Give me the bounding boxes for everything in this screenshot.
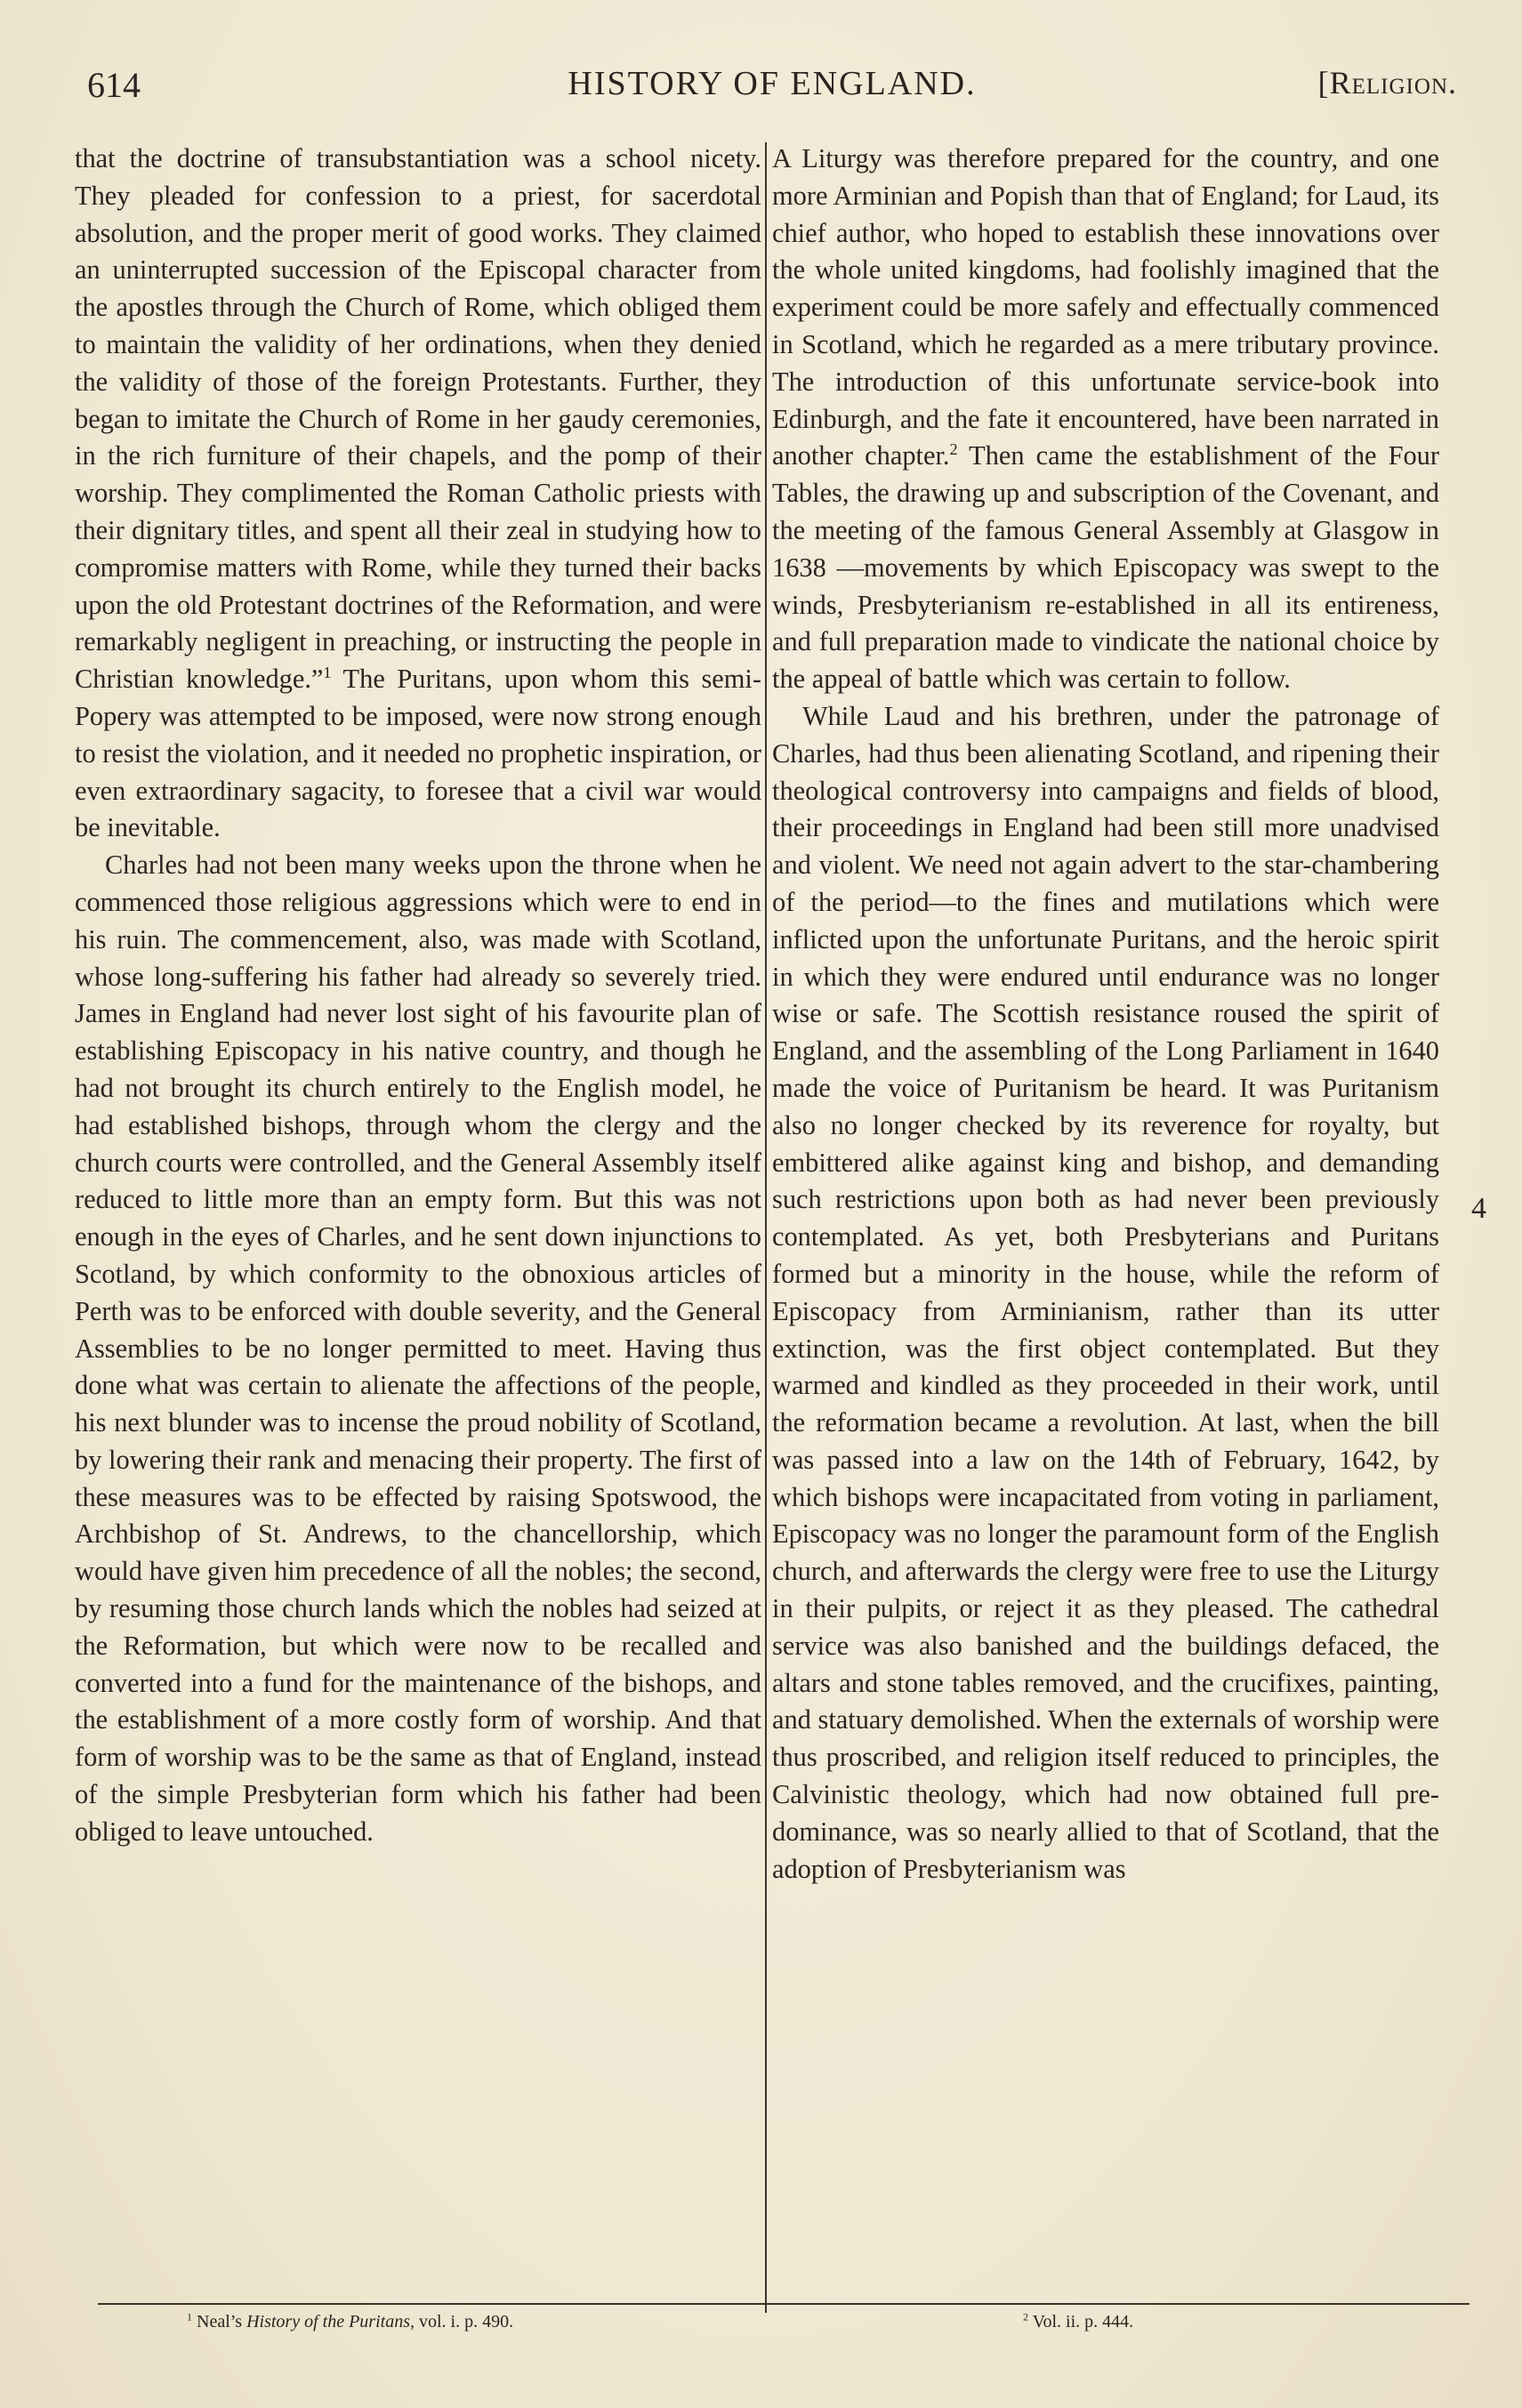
- right-paragraph-1-end: Then came the establishment of the Four Tables, the drawing up and subscription of the Covenant, and the meeting of the famous General Assembly at Glasgow in 1638 —movements by which Episcopacy was swept to the winds, Presbyterianism re-established in all its entireness, and full preparation made to vindicate the national choice by the appeal of battle which was certain to follow.: [772, 440, 1439, 695]
- left-paragraph-2: Charles had not been many weeks upon the throne when he commenced those religious aggressions which were to end in his ruin. The commencement, also, was made with Scotland, whose long-suffering his father had already so severely tried. James in England had never lost sight of his favourite plan of establishing Episcopacy in his native country, and though he had not brought its church entirely to the English model, he had established bishops, through whom the clergy and the church courts were controlled, and the General Assembly itself reduced to little more than an empty form. But this was not enough in the eyes of Charles, and he sent down injunctions to Scotland, by which conformity to the obnoxious articles of Perth was to be enforced with double severity, and the General Assemblies to be no longer permitted to meet. Having thus done what was certain to alienate the affections of the people, his next blunder was to incense the proud nobility of Scotland, by lowering their rank and menacing their property. The first of these measures was to be effected by raising Spotswood, the Archbishop of St. Andrews, to the chancellorship, which would have given him precedence of all the nobles; the second, by resuming those church lands which the nobles had seized at the Reformation, but which were now to be recalled and converted into a fund for the maintenance of the bishops, and the establishment of a more costly form of worship. And that form of worship was to be the same as that of England, instead of the simple Presbyterian form which his father had been obliged to leave untouched.: [75, 850, 761, 1847]
- right-paragraph-1-text: A Liturgy was therefore prepared for the country, and one more Arminian and Popish than that of England; for Laud, its chief author, who hoped to establish these innovations over the whole united kingdoms, had foolishly imagined that the experiment could be more safely and effectually commenced in Scotland, which he regarded as a mere tributary province. The introduction of this unfortunate service-book into Edinburgh, and the fate it encountered, have been narrated in another chapter.: [772, 143, 1439, 471]
- right-column: [772, 141, 1439, 2293]
- page-header: [87, 64, 1457, 117]
- footnote-2-text: Vol. ii. p. 444.: [1028, 2312, 1134, 2331]
- section-label: [Religion.: [1317, 65, 1457, 101]
- footnote-rule-left: [98, 2303, 765, 2305]
- footnote-marker-2: 2: [949, 440, 958, 459]
- footnote-marker-1: 1: [323, 664, 332, 682]
- right-paragraph-2: While Laud and his brethren, under the patronage of Charles, had thus been alienating Scotland, and ripening their theological controversy into campaigns and fields of blood, their proceedings in England had been still more unadvised and violent. We need not again advert to the star-chambering of the period—to the fines and mutilations which were inflicted upon the unfortunate Puritans, and the heroic spirit in which they were endured until endurance was no longer wise or safe. The Scottish resistance roused the spirit of England, and the assembling of the Long Parliament in 1640 made the voice of Puritanism be heard. It was Puritanism also no longer checked by its reverence for royalty, but embittered alike against king and bishop, and demanding such restrictions upon both as had never been previously contemplated. As yet, both Presbyterians and Puritans formed but a minority in the house, while the reform of Episcopacy from Arminianism, rather than its utter extinction, was the first object contemplated. But they warmed and kindled as they proceeded in their work, until the reformation became a revolution. At last, when the bill was passed into a law on the 14th of February, 1642, by which bishops were incapacitated from voting in parliament, Episcopacy was no longer the paramount form of the English church, and afterwards the clergy were free to use the Liturgy in their pulpits, or reject it as they pleased. The cathedral service was also banished and the buildings defaced, the altars and stone tables removed, and the crucifixes, painting, and statuary demolished. When the externals of worship were thus proscribed, and religion itself reduced to principles, the Calvinistic theology, which had now obtained full predominance, was so nearly allied to that of Scotland, that the adoption of Presbyterianism was: [772, 700, 1439, 1884]
- left-paragraph-1-text: that the doctrine of transubstantiation was a school nicety. They pleaded for confession to a priest, for sacerdotal absolution, and the proper merit of good works. They claimed an uninterrupted succession of the Episcopal character from the apostles through the Church of Rome, which obliged them to maintain the validity of her ordinations, when they denied the validity of those of the foreign Protestants. Further, they began to imitate the Church of Rome in her gaudy ceremonies, in the rich furniture of their chapels, and the pomp of their worship. They complimented the Roman Catholic priests with their dignitary titles, and spent all their zeal in studying how to compromise matters with Rome, while they turned their backs upon the old Protestant doctrines of the Reformation, and were remarkably negligent in preaching, or instructing the people in Christian knowledge.”: [75, 143, 761, 695]
- footnote-2: [1023, 2311, 1133, 2332]
- column-divider: [765, 142, 767, 2313]
- footnote-1-author: Neal’s: [197, 2312, 247, 2331]
- right-paragraph-1: [772, 141, 1439, 698]
- footnote-1: [187, 2311, 513, 2332]
- page-number: 614: [87, 65, 141, 105]
- running-title: HISTORY OF ENGLAND.: [568, 65, 977, 102]
- left-column: [75, 141, 761, 2293]
- left-paragraph-1: [75, 141, 761, 847]
- left-paragraph-1-end: The Puritans, upon whom this semi-Popery was attempted to be imposed, were now strong enough to resist the violation, and it needed no prophetic inspiration, or even extraordinary sagacity, to foresee that a civil war would be inevitable.: [75, 664, 761, 843]
- footnote-1-marker: 1: [187, 2310, 192, 2323]
- footnote-1-ref: , vol. i. p. 490.: [409, 2312, 514, 2331]
- footnote-rule-right: [767, 2303, 1470, 2305]
- margin-mark: 4: [1471, 1192, 1486, 1225]
- footnote-1-title: History of the Puritans: [246, 2312, 410, 2331]
- footnote-2-marker: 2: [1023, 2310, 1028, 2323]
